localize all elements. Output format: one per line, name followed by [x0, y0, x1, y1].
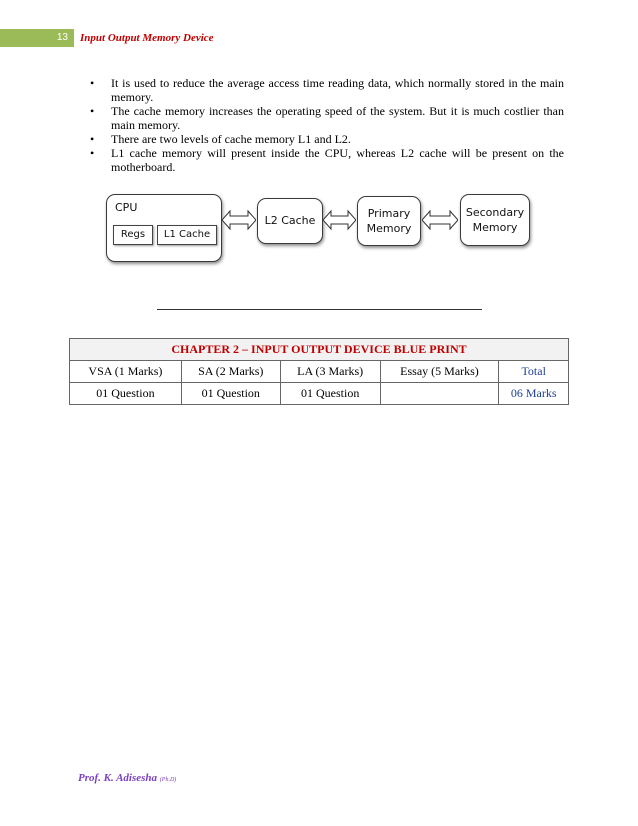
header-total: Total	[499, 361, 569, 383]
blueprint-table	[69, 338, 569, 405]
table-row	[70, 383, 569, 405]
bullet-item: • It is used to reduce the average access time reading data, which normally stored in the main memory.	[86, 76, 564, 104]
cell-vsa: 01 Question	[70, 383, 182, 405]
document-title: Input Output Memory Device	[80, 32, 214, 44]
l1-cache-box: L1 Cache	[157, 225, 217, 245]
regs-box: Regs	[113, 225, 153, 245]
header-la: LA (3 Marks)	[280, 361, 380, 383]
bullet-list	[86, 76, 564, 174]
cache-memory-diagram	[104, 190, 560, 266]
page-header	[0, 29, 638, 47]
footer-author: Prof. K. Adisesha	[78, 772, 158, 784]
section-divider	[157, 309, 482, 310]
cell-total: 06 Marks	[499, 383, 569, 405]
cpu-label: CPU	[115, 201, 138, 214]
cell-sa: 01 Question	[181, 383, 280, 405]
primary-memory-box	[357, 196, 421, 246]
secondary-memory-box	[460, 194, 530, 246]
table-header-row	[70, 361, 569, 383]
table-title: CHAPTER 2 – INPUT OUTPUT DEVICE BLUE PRINT	[70, 339, 569, 361]
footer-suffix: (Ph.D)	[159, 777, 177, 783]
page-number: 13	[0, 29, 74, 47]
header-vsa: VSA (1 Marks)	[70, 361, 182, 383]
header-essay: Essay (5 Marks)	[380, 361, 499, 383]
l2-cache-box: L2 Cache	[257, 198, 323, 244]
double-arrow-icon	[222, 208, 256, 232]
primary-memory-label-line1: Primary	[367, 207, 411, 220]
cpu-box	[106, 194, 222, 262]
primary-memory-label-line2: Memory	[366, 222, 412, 235]
secondary-memory-label-line2: Memory	[472, 221, 518, 234]
cell-la: 01 Question	[280, 383, 380, 405]
bullet-item: • The cache memory increases the operating speed of the system. But it is much costlier than main memory.	[86, 104, 564, 132]
secondary-memory-label-line1: Secondary	[465, 206, 525, 219]
bullet-item: • L1 cache memory will present inside the CPU, whereas L2 cache will be present on the motherboard.	[86, 146, 564, 174]
double-arrow-icon	[323, 208, 356, 232]
page-footer	[78, 772, 176, 784]
double-arrow-icon	[422, 208, 458, 232]
header-sa: SA (2 Marks)	[181, 361, 280, 383]
bullet-item: • There are two levels of cache memory L1 and L2.	[86, 132, 564, 146]
cell-essay	[380, 383, 499, 405]
